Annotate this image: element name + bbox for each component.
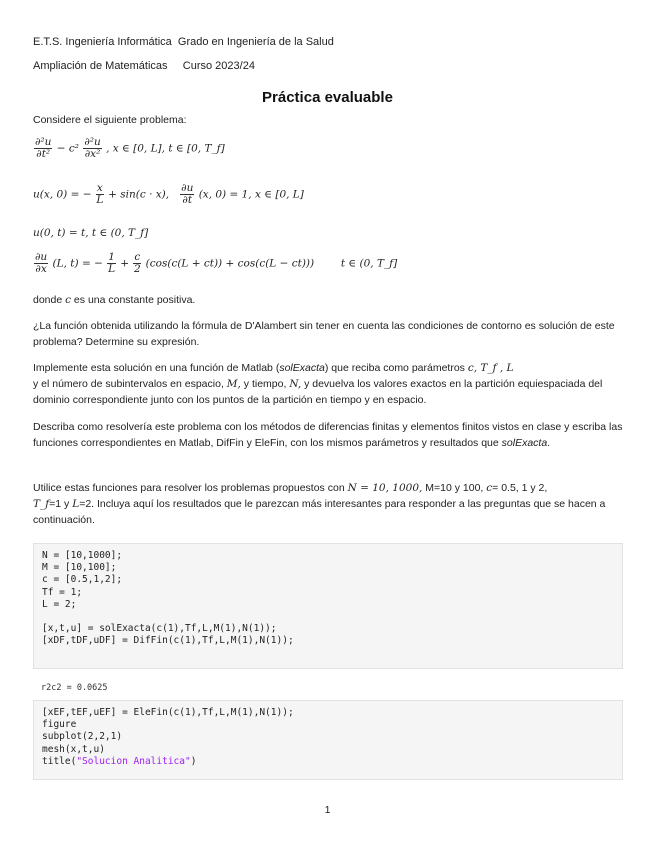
paragraph-question: ¿La función obtenida utilizando la fórmula de D'Alambert sin tener en cuenta las condiciones de contorno es solución de este problema? Determine su expresión. bbox=[33, 320, 615, 348]
code-line: N = [10,1000]; bbox=[42, 550, 123, 561]
equation-boundary-left: u(0, t) = t, t ∈ (0, T_f] bbox=[33, 227, 149, 239]
paragraph-use: Utilice estas funciones para resolver los problemas propuestos con N = 10, 1000, M=10 y 100, c= 0.5, 1 y 2, T_f=1 y L=2. Incluya aquí los resultados que le parezcan más interesantes para responder a las preguntas que se hacen a continuación. bbox=[33, 482, 606, 526]
fraction: $\frac{\partial u}{\partial t}$ bbox=[181, 182, 194, 206]
equation-wave: $\frac{\text{∂²u}}{\text{∂t²}}$ − c² $\frac{\text{∂²u}}{\text{∂x²}}$ , x ∈ [0, L], t ∈ [0, T_f] bbox=[35, 136, 225, 160]
paragraph-constant: donde c es una constante positiva. bbox=[33, 294, 196, 306]
code-line: M = [10,100]; bbox=[42, 562, 117, 574]
code-block-setup bbox=[33, 543, 623, 669]
code-line bbox=[42, 611, 614, 623]
fraction: $\frac{\text{∂²u}}{\text{∂t²}}$ bbox=[35, 136, 52, 160]
fraction: $\frac{x}{L}$ bbox=[96, 182, 104, 206]
header-course: Ampliación de Matemáticas Curso 2023/24 bbox=[33, 60, 255, 72]
code-output: r2c2 = 0.0625 bbox=[41, 683, 108, 693]
page-number: 1 bbox=[324, 804, 331, 816]
code-line: L = 2; bbox=[42, 598, 77, 610]
code-line: [xDF,tDF,uDF] = DifFin(c(1),Tf,L,M(1),N(1)); bbox=[42, 635, 294, 647]
code-line: c = [0.5,1,2]; bbox=[42, 574, 123, 586]
code-line: mesh(x,t,u) bbox=[42, 743, 105, 755]
paragraph-implement: Implemente esta solución en una función de Matlab (solExacta) que reciba como parámetros c, T_f , L y el número de subintervalos en espacio, M, y tiempo, N, y devuelva los valores exactos en la partición equiespaciada del dominio correspondiente junto con los puntos de la partición en tiempo y en espacio. bbox=[33, 362, 603, 406]
code-line: [x,t,u] = solExacta(c(1),Tf,L,M(1),N(1)); bbox=[42, 623, 277, 635]
code-line: [xEF,tEF,uEF] = EleFin(c(1),Tf,L,M(1),N(1)); bbox=[42, 707, 294, 718]
code-string: "Solucion Analitica" bbox=[76, 755, 191, 767]
equation-boundary-right: $\frac{\partial u}{\partial x}$ (L, t) = − $\frac{1}{L}$ + $\frac{c}{2}$ (cos(c(L + ct)) + cos(c(L − ct))) t ∈ (0, T_f] bbox=[35, 251, 398, 275]
code-line: title("Solucion Analitica") bbox=[42, 755, 197, 767]
fraction: $\frac{1}{L}$ bbox=[108, 251, 116, 275]
page-title: Práctica evaluable bbox=[262, 89, 393, 106]
fraction: $\frac{\text{∂²u}}{\text{∂x²}}$ bbox=[84, 136, 101, 160]
code-line: subplot(2,2,1) bbox=[42, 731, 123, 743]
intro-text: Considere el siguiente problema: bbox=[33, 114, 187, 126]
code-line: Tf = 1; bbox=[42, 586, 83, 598]
fraction: $\frac{\partial u}{\partial x}$ bbox=[35, 251, 48, 275]
code-block-plot bbox=[33, 700, 623, 780]
header-institution: E.T.S. Ingeniería Informática Grado en Ingeniería de la Salud bbox=[33, 36, 334, 48]
fraction: $\frac{c}{2}$ bbox=[134, 251, 141, 275]
paragraph-describe: Describa como resolvería este problema con los métodos de diferencias finitas y elementos finitos vistos en clase y escriba las funciones correspondientes en Matlab, DifFin y EleFin, con los mismos parámetros y resultados que solExacta. bbox=[33, 421, 623, 449]
code-line: figure bbox=[42, 719, 77, 731]
equation-initial-conditions: u(x, 0) = − $\frac{x}{L}$ + sin(c · x), $\frac{\partial u}{\partial t}$ (x, 0) = 1, x ∈ [0, L] bbox=[33, 182, 304, 206]
